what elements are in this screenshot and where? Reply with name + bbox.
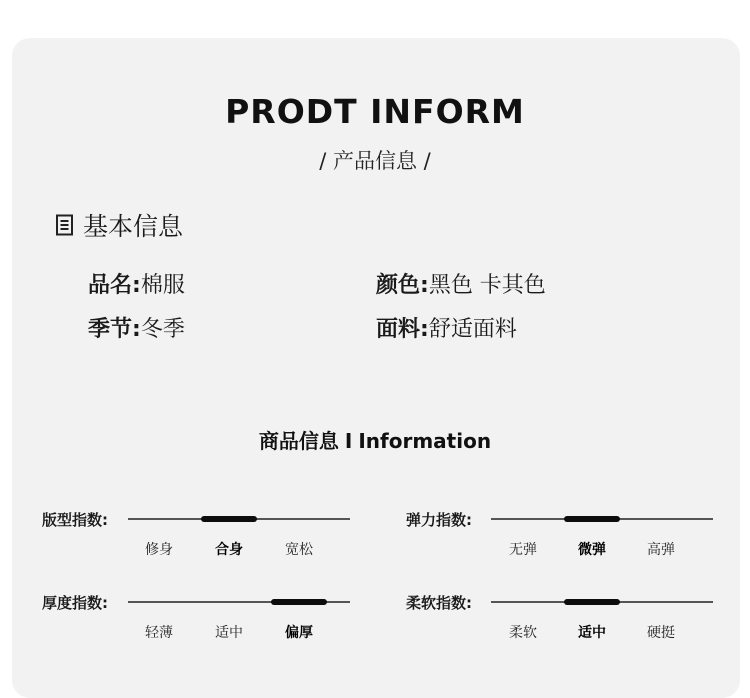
info-fabric-value: 舒适面料: [428, 317, 517, 342]
fit-index-marker: [201, 516, 257, 522]
info-season-value: 冬季: [140, 317, 185, 342]
info-color-key: 颜色:: [376, 273, 429, 298]
softness-option-medium: 适中: [578, 625, 606, 641]
info-fabric-key: 面料:: [376, 317, 429, 342]
page-title: PRODT INFORM: [225, 92, 525, 131]
product-info-title-en: Information: [358, 429, 492, 453]
elasticity-index-label: 弹力指数:: [406, 511, 472, 529]
elasticity-option-high: 高弹: [647, 542, 675, 558]
fit-option-regular: 合身: [215, 542, 243, 558]
info-name: [88, 268, 185, 299]
thickness-index-marker: [271, 599, 327, 605]
info-name-key: 品名:: [88, 273, 141, 298]
info-card: [12, 38, 740, 698]
softness-index-label: 柔软指数:: [406, 594, 472, 612]
thickness-option-thin: 轻薄: [145, 625, 173, 641]
info-color-value: 黑色 卡其色: [428, 273, 546, 298]
info-color: [376, 268, 546, 299]
thickness-option-thick: 偏厚: [285, 625, 313, 641]
softness-option-soft: 柔软: [509, 625, 537, 641]
fit-option-slim: 修身: [145, 542, 173, 558]
basic-info-header: [55, 208, 183, 242]
softness-index-marker: [564, 599, 620, 605]
elasticity-option-none: 无弹: [509, 542, 537, 558]
elasticity-option-slight: 微弹: [578, 542, 606, 558]
product-info-title-cn: 商品信息: [258, 429, 339, 453]
document-icon: [55, 214, 75, 236]
info-season-key: 季节:: [88, 317, 141, 342]
thickness-index-label: 厚度指数:: [42, 594, 108, 612]
elasticity-index-marker: [564, 516, 620, 522]
thickness-option-medium: 适中: [215, 625, 243, 641]
softness-option-stiff: 硬挺: [647, 625, 675, 641]
page-subtitle: / 产品信息 /: [319, 149, 431, 173]
info-season: [88, 312, 185, 343]
basic-info-title: 基本信息: [83, 212, 184, 241]
product-info-separator: I: [344, 429, 353, 453]
fit-option-loose: 宽松: [285, 542, 313, 558]
fit-index-label: 版型指数:: [42, 511, 108, 529]
info-fabric: [376, 312, 517, 343]
product-info-heading: [0, 425, 750, 454]
info-name-value: 棉服: [140, 273, 185, 298]
